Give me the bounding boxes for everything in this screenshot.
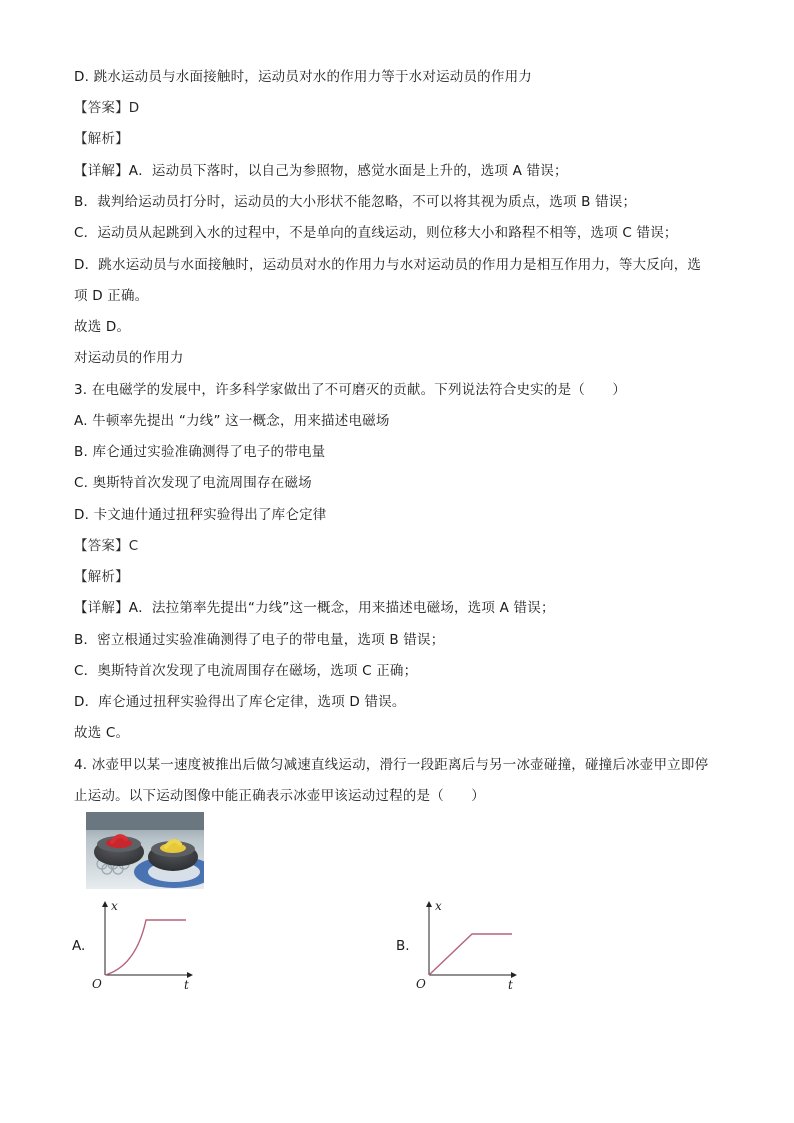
question-3-option-c: C. 奥斯特首次发现了电流周围存在磁场 <box>74 475 312 491</box>
stray-text-line: 对运动员的作用力 <box>74 350 184 366</box>
conclusion-line: 故选 D。 <box>74 319 131 335</box>
detail-line-d: D．库仑通过扭秤实验得出了库仑定律，选项 D 错误。 <box>74 694 406 710</box>
detail-line-b: B．裁判给运动员打分时，运动员的大小形状不能忽略，不可以将其视为质点，选项 B 错误； <box>74 194 637 210</box>
question-3-option-a: A. 牛顿率先提出 “力线” 这一概念，用来描述电磁场 <box>74 413 390 429</box>
option-a-label: A. <box>72 938 86 954</box>
question-3-stem: 3. 在电磁学的发展中，许多科学家做出了不可磨灭的贡献。下列说法符合史实的是（ ） <box>74 382 627 398</box>
origin-label: O <box>92 977 102 991</box>
answer-label: 【答案】C <box>74 538 139 554</box>
detail-line-a: 【详解】A．运动员下落时，以自己为参照物，感觉水面是上升的，选项 A 错误； <box>74 163 568 179</box>
graph-curve <box>429 934 512 975</box>
option-b-label: B. <box>396 938 410 954</box>
option-a-graph <box>88 896 198 992</box>
option-b-graph <box>412 896 522 992</box>
detail-line-c: C．奥斯特首次发现了电流周围存在磁场，选项 C 正确； <box>74 663 418 679</box>
origin-label: O <box>416 977 426 991</box>
option-d-text: D. 跳水运动员与水面接触时，运动员对水的作用力等于水对运动员的作用力 <box>74 69 532 85</box>
analysis-label: 【解析】 <box>74 569 129 585</box>
x-axis-label: t <box>508 978 513 992</box>
y-axis-label: x <box>111 899 118 913</box>
conclusion-line: 故选 C。 <box>74 725 130 741</box>
detail-line-a: 【详解】A．法拉第率先提出“力线”这一概念，用来描述电磁场，选项 A 错误； <box>74 600 555 616</box>
detail-line-d-cont: 项 D 正确。 <box>74 288 149 304</box>
graph-curve <box>105 920 186 975</box>
x-axis-label: t <box>184 978 189 992</box>
answer-label: 【答案】D <box>74 100 140 116</box>
question-3-option-b: B. 库仑通过实验准确测得了电子的带电量 <box>74 444 326 460</box>
curling-stones-photo <box>86 812 204 889</box>
detail-line-c: C．运动员从起跳到入水的过程中，不是单向的直线运动，则位移大小和路程不相等，选项 C 错误； <box>74 225 678 241</box>
question-3-option-d: D. 卡文迪什通过扭秤实验得出了库仑定律 <box>74 507 327 523</box>
detail-line-d: D．跳水运动员与水面接触时，运动员对水的作用力与水对运动员的作用力是相互作用力，等大反向，选 <box>74 257 702 273</box>
question-4-stem: 4. 冰壶甲以某一速度被推出后做匀减速直线运动，滑行一段距离后与另一冰壶碰撞，碰撞后冰壶甲立即停 <box>74 757 709 773</box>
detail-line-b: B．密立根通过实验准确测得了电子的带电量，选项 B 错误； <box>74 632 445 648</box>
question-4-stem-cont: 止运动。以下运动图像中能正确表示冰壶甲该运动过程的是（ ） <box>74 788 485 804</box>
analysis-label: 【解析】 <box>74 131 129 147</box>
y-axis-label: x <box>435 899 442 913</box>
